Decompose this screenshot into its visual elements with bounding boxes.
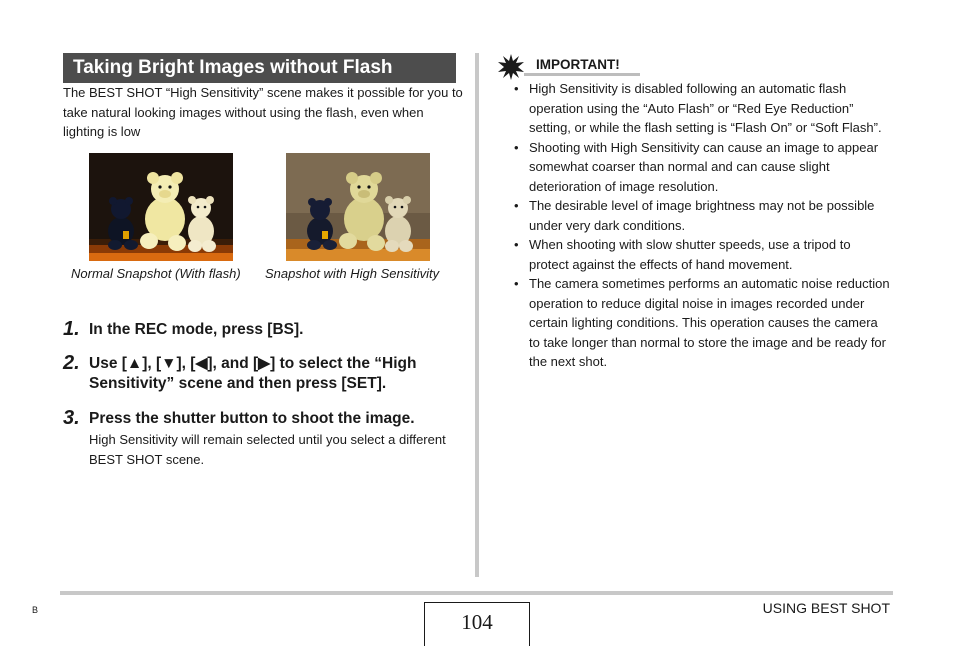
step-3-note: High Sensitivity will remain selected until you select a different BEST SHOT scene. <box>89 432 446 467</box>
important-list <box>511 79 891 372</box>
step-3-text: Press the shutter button to shoot the image. <box>89 410 415 427</box>
step-1-text: In the REC mode, press [BS]. <box>89 321 304 338</box>
list-item: • When shooting with slow shutter speeds, use a tripod to protect against the effects of hand movement. <box>514 237 851 272</box>
footer-section-name: USING BEST SHOT <box>762 600 890 616</box>
intro-paragraph: The BEST SHOT “High Sensitivity” scene makes it possible for you to take natural looking images without using the flash, even when lighting is low <box>63 85 463 139</box>
important-label: IMPORTANT! <box>536 57 620 72</box>
column-divider <box>475 53 479 577</box>
teddy-bears-high-sensitivity-image <box>286 153 430 261</box>
bullet-icon: • <box>514 237 519 252</box>
bullet-icon: • <box>514 198 519 213</box>
teddy-bears-flash-image <box>89 153 233 261</box>
footer-marker: B <box>32 605 39 615</box>
page-number: 104 <box>424 602 530 646</box>
list-item: • Shooting with High Sensitivity can cause an image to appear somewhat coarser than normal and can cause slight deterioration of image resolution. <box>514 139 879 194</box>
footer-rule <box>60 591 893 595</box>
burst-icon <box>498 54 524 80</box>
step-2-text: Use [▲], [▼], [◀], and [▶] to select the “High Sensitivity” scene and then press [SET]. <box>89 355 417 392</box>
bullet-icon: • <box>514 139 519 155</box>
photo-high-sensitivity <box>286 153 430 261</box>
important-underline <box>524 73 640 76</box>
step-2-number: 2. <box>63 352 80 374</box>
step-3-number: 3. <box>63 407 80 429</box>
list-item: • High Sensitivity is disabled following an automatic flash operation using the “Auto Flash” or “Red Eye Reduction” setting, or while the flash setting is “Flash On” or “Soft Flash”. <box>514 81 882 135</box>
photo-caption-high-sensitivity: Snapshot with High Sensitivity <box>265 266 440 281</box>
section-title: Taking Bright Images without Flash <box>63 53 456 83</box>
photo-caption-flash: Normal Snapshot (With flash) <box>71 266 241 281</box>
list-item: • The camera sometimes performs an automatic noise reduction operation to reduce digital noise in images recorded under certain lighting conditions. This operation causes the camera to take longer than normal to store the image and be ready for the next shot. <box>514 276 890 369</box>
step-1-number: 1. <box>63 318 80 340</box>
bullet-icon: • <box>514 276 519 291</box>
bullet-icon: • <box>514 81 519 96</box>
photo-with-flash <box>89 153 233 261</box>
list-item: • The desirable level of image brightness may not be possible under very dark conditions. <box>514 198 875 233</box>
